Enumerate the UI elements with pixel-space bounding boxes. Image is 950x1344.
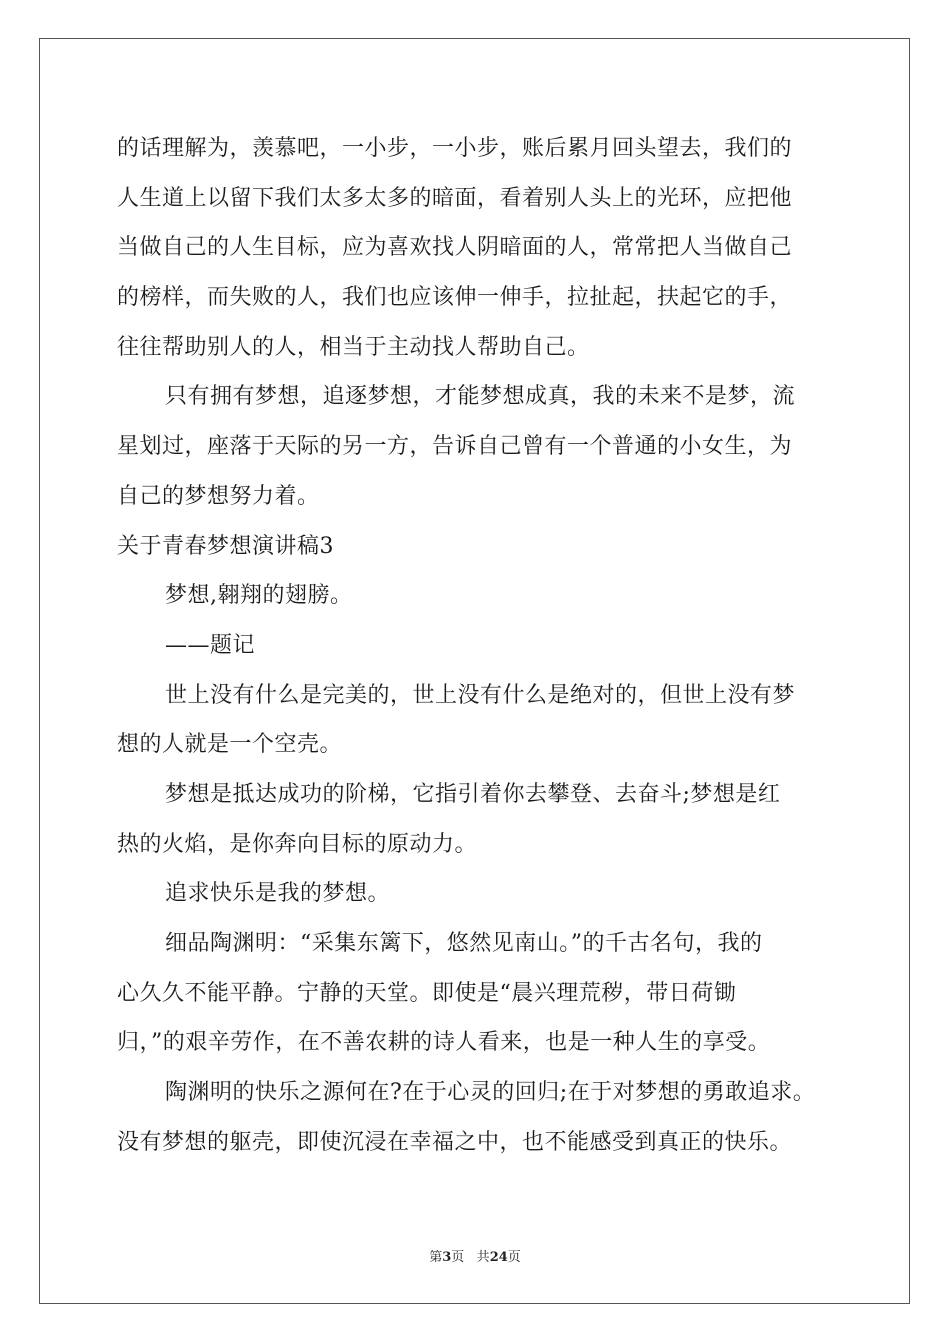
document-body xyxy=(117,124,837,1167)
page-unit: 页 xyxy=(451,1250,465,1265)
paragraph-start-line: 细品陶渊明：“采集东篱下，悠然见南山。”的千古名句，我的 xyxy=(165,931,763,956)
paragraph-start-line: 陶渊明的快乐之源何在?在于心灵的回归;在于对梦想的勇敢追求。 xyxy=(165,1080,816,1106)
text-line: 的榜样，而失败的人，我们也应该伸一伸手，拉扯起，扶起它的手， xyxy=(117,285,793,311)
page-footer xyxy=(0,1246,950,1265)
paragraph-start-line: 追求快乐是我的梦想。 xyxy=(165,881,391,907)
text-line: 心久久不能平静。宁静的天堂。即使是“晨兴理荒秽，带日荷锄 xyxy=(117,980,737,1006)
text-line: 想的人就是一个空壳。 xyxy=(117,732,343,758)
total-prefix: 共 xyxy=(476,1250,490,1265)
text-line: 归，”的艰辛劳作，在不善农耕的诗人看来，也是一种人生的享受。 xyxy=(117,1030,771,1056)
current-page-number: 3 xyxy=(442,1250,452,1265)
text-line: 自己的梦想努力着。 xyxy=(117,483,320,509)
page-prefix: 第 xyxy=(429,1250,443,1265)
text-line: 星划过，座落于天际的另一方，告诉自己曾有一个普通的小女生，为 xyxy=(117,434,793,460)
total-unit: 页 xyxy=(507,1250,521,1265)
paragraph-start-line: 世上没有什么是完美的，世上没有什么是绝对的，但世上没有梦 xyxy=(165,682,796,708)
text-line: 往往帮助别人的人，相当于主动找人帮助自己。 xyxy=(117,334,590,360)
total-page-count: 24 xyxy=(489,1250,508,1265)
section-heading: 关于青春梦想演讲稿3 xyxy=(117,533,334,559)
text-line: 的话理解为，羡慕吧，一小步，一小步，账后累月回头望去，我们的 xyxy=(117,136,793,161)
epigraph-line: 梦想,翱翔的翅膀。 xyxy=(165,583,353,609)
text-line: 热的火焰，是你奔向目标的原动力。 xyxy=(117,831,478,857)
text-line: 没有梦想的躯壳，即使沉浸在幸福之中，也不能感受到真正的快乐。 xyxy=(117,1129,793,1155)
text-line: 当做自己的人生目标，应为喜欢找人阴暗面的人，常常把人当做自己 xyxy=(117,235,793,261)
text-line: 人生道上以留下我们太多太多的暗面，看着别人头上的光环，应把他 xyxy=(117,185,793,211)
paragraph-start-line: 梦想是抵达成功的阶梯，它指引着你去攀登、去奋斗;梦想是红 xyxy=(165,781,781,807)
epigraph-attribution: ——题记 xyxy=(165,632,256,658)
paragraph-start-line: 只有拥有梦想，追逐梦想，才能梦想成真，我的未来不是梦，流 xyxy=(165,384,796,410)
